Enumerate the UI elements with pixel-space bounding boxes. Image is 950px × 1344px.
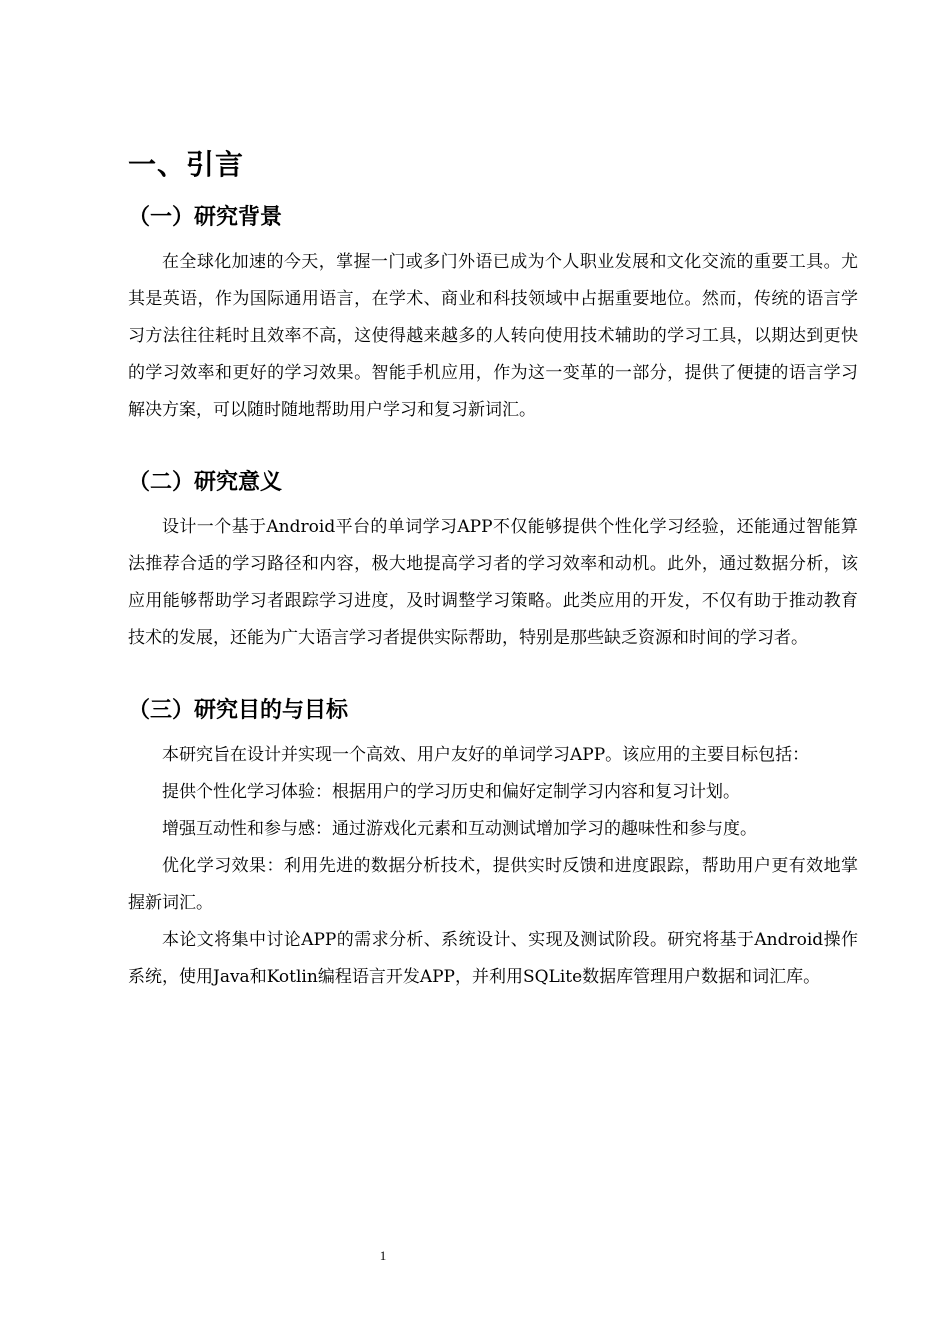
chapter-heading: 一、引言 — [128, 148, 245, 181]
objective-item: 提供个性化学习体验：根据用户的学习历史和偏好定制学习内容和复习计划。 — [162, 782, 740, 802]
page-number: 1 — [379, 1248, 387, 1263]
section-background — [128, 200, 858, 429]
section-heading-background: （一）研究背景 — [128, 205, 283, 230]
paragraph: 本论文将集中讨论APP的需求分析、系统设计、实现及测试阶段。研究将基于Android操作系统，使用Java和Kotlin编程语言开发APP，并利用SQLite数据库管理用户数据和词汇库。 — [128, 930, 858, 987]
section-objectives — [128, 693, 858, 996]
objective-item: 增强互动性和参与感：通过游戏化元素和互动测试增加学习的趣味性和参与度。 — [162, 819, 757, 839]
objective-item: 优化学习效果：利用先进的数据分析技术，提供实时反馈和进度跟踪，帮助用户更有效地掌握新词汇。 — [128, 856, 858, 913]
paragraph: 设计一个基于Android平台的单词学习APP不仅能够提供个性化学习经验，还能通过智能算法推荐合适的学习路径和内容，极大地提高学习者的学习效率和动机。此外，通过数据分析，该应用能够帮助学习者跟踪学习进度，及时调整学习策略。此类应用的开发，不仅有助于推动教育技术的发展，还能为广大语言学习者提供实际帮助，特别是那些缺乏资源和时间的学习者。 — [128, 517, 858, 648]
page-content — [128, 140, 858, 996]
section-heading-significance: （二）研究意义 — [128, 470, 283, 495]
paragraph: 本研究旨在设计并实现一个高效、用户友好的单词学习APP。该应用的主要目标包括： — [162, 745, 810, 765]
section-heading-objectives: （三）研究目的与目标 — [128, 698, 349, 723]
section-significance — [128, 465, 858, 657]
paragraph: 在全球化加速的今天，掌握一门或多门外语已成为个人职业发展和文化交流的重要工具。尤其是英语，作为国际通用语言，在学术、商业和科技领域中占据重要地位。然而，传统的语言学习方法往往耗时且效率不高，这使得越来越多的人转向使用技术辅助的学习工具，以期达到更快的学习效率和更好的学习效果。智能手机应用，作为这一变革的一部分，提供了便捷的语言学习解决方案，可以随时随地帮助用户学习和复习新词汇。 — [128, 252, 858, 420]
